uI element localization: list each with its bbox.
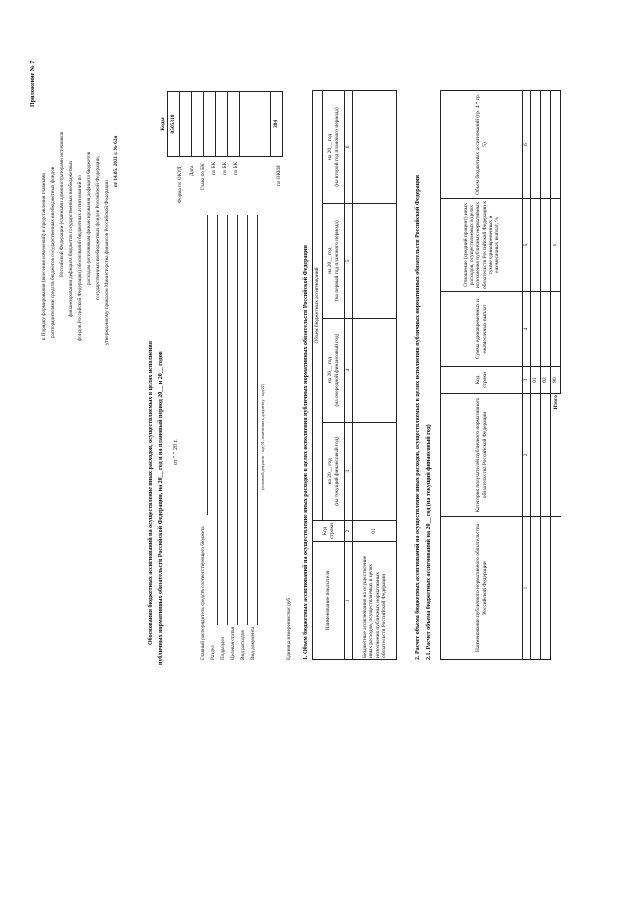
appendix-line: Российской Федерации (главными администраторами источников — [59, 131, 65, 277]
s1-y3-year: на 20__ год — [327, 247, 334, 274]
s2-head-c1: Наименование публичного нормативного обязательства Российской Федерации — [441, 517, 523, 660]
s2-cell — [541, 394, 551, 517]
field-razdel: Раздел — [210, 645, 216, 660]
s1-num: 1 — [345, 542, 353, 660]
section1-title: 1. Объем бюджетных ассигнований на осуществление иных расходов в целях исполнения публичных нормативных обязательств Российской Федерации — [303, 245, 309, 660]
s2-cell — [531, 394, 541, 517]
s1-num: 2 — [345, 521, 353, 542]
s2-num: 5 — [523, 199, 531, 292]
s2-total-cell — [551, 292, 561, 367]
doc-title-line1: Обоснования бюджетных ассигнований на осуществление иных расходов, осуществляемых в целях исполнения — [148, 341, 154, 645]
s1-num: 6 — [345, 91, 353, 204]
s2-cell — [541, 199, 551, 292]
section2-table — [440, 90, 561, 660]
s2-cell — [541, 292, 551, 367]
s1-num: 4 — [345, 318, 353, 422]
appendix-line: расходам (источникам финансирования дефицита бюджетов — [86, 151, 92, 285]
codes-table — [160, 91, 283, 157]
field-vid-rashodov: Вид расходов — [240, 630, 246, 660]
date-line: от " " 20 г. — [173, 439, 179, 465]
field-target: Целевая статья — [230, 626, 236, 660]
code-blank — [240, 92, 271, 157]
s2-total-code: 90 — [551, 367, 561, 394]
s2-row-code: 02 — [541, 367, 551, 394]
s1-cell — [353, 91, 397, 204]
unit-value: тыс руб — [286, 597, 292, 615]
s1-cell — [353, 422, 397, 520]
s2-cell — [531, 517, 541, 660]
s1-head-name: Наименование показателя — [313, 542, 345, 660]
s2-head-c2: Категория получателей публичного нормативного обязательства Российской Федерации — [441, 394, 523, 517]
s2-num: 3 — [523, 367, 531, 394]
s1-y4-note: (на второй год планового периода) — [333, 107, 340, 187]
label-glava: Глава по БК — [200, 163, 206, 190]
label-okud: Форма по ОКУД — [177, 166, 183, 203]
field-manager: Главный распорядитель средств соответствующего бюджета — [200, 526, 206, 660]
codes-header: Коды — [160, 117, 167, 131]
label-bk: по БК — [222, 161, 228, 175]
s2-head-c4: Сумма единовременных и ежемесячных выплат — [441, 292, 523, 367]
field-podrazdel: Подраздел — [220, 636, 226, 660]
s2-num: 1 — [523, 517, 531, 660]
s2-num: 4 — [523, 292, 531, 367]
s2-total-label: Итого — [551, 394, 561, 517]
s2-cell — [531, 91, 541, 199]
s2-cell — [531, 292, 541, 367]
s1-head-group: Объем бюджетных ассигнований — [313, 91, 323, 521]
s1-y3-note: (на первый год планового периода) — [333, 220, 340, 302]
s2-head-c3: Код строки — [441, 367, 523, 394]
s1-cell — [353, 203, 397, 318]
s2-row-code: 01 — [531, 367, 541, 394]
s1-y1-year: на 20__ год — [327, 458, 334, 485]
s2-cell — [541, 91, 551, 199]
code-okud: 0505318 — [168, 92, 180, 157]
appendix-order-date: от 14.05. 2021 г. № 62н — [113, 135, 119, 187]
appendix-line: утвержденному приказом Министерства финансов Российской Федерации — [104, 180, 110, 345]
s2-cell — [531, 199, 541, 292]
s1-y4-year: на 20__ год — [327, 133, 334, 160]
s1-y2-year: на 20__ год — [327, 356, 334, 384]
code-date — [180, 92, 192, 157]
s1-cell — [353, 318, 397, 422]
s2-num: 6 — [523, 91, 531, 199]
s2-total-cell — [551, 91, 561, 199]
s2-cell — [541, 517, 551, 660]
doc-title-line2: публичных нормативных обязательств Российской Федерации, на 20__ год и на плановый период 20__ и 20__ годов — [158, 351, 164, 665]
appendix-line: фондов Российской Федерации) обоснований бюджетных ассигнований по — [77, 174, 83, 341]
code-bk2 — [216, 92, 228, 157]
label-okei: по ОКЕИ — [276, 165, 282, 186]
s1-num: 3 — [345, 422, 353, 520]
s2-num: 2 — [523, 394, 531, 517]
section2-subtitle: 2.1. Расчет объема бюджетных ассигнований на 20__ год (на текущий финансовый год) — [426, 424, 432, 660]
s2-head-c5: Отношение (средний процент) иных расходов, осуществляемых в целях исполнения публичных нормативных обязательств Российской Федерации к сумме единовременных и ежемесячных выплат, % — [441, 199, 523, 292]
appendix-line: распорядителями средств бюджетов государственных внебюджетных фондов — [50, 166, 56, 338]
label-date: Дата — [189, 165, 195, 176]
section2-title: 2. Расчет объема бюджетных ассигнований на осуществление иных расходов, осуществляемых в целях исполнения публичных нормативных обязательств Российской Федерации — [415, 175, 421, 660]
field-doc-type: Вид документа — [250, 626, 256, 660]
appendix-title: Приложение № 7 — [30, 60, 36, 107]
s1-y2-note: (на очередной финансовый год) — [333, 333, 340, 407]
section1-table — [312, 90, 397, 660]
s1-row-code: 01 — [353, 521, 397, 542]
s2-x-mark: x — [551, 199, 561, 292]
appendix-line: к Порядку формирования (внесения изменений) и представления главными — [41, 172, 47, 340]
unit-label: Единица измерения: — [286, 614, 292, 660]
s1-y1-note: (на текущий финансовый год) — [333, 436, 340, 506]
code-okei: 384 — [271, 92, 283, 157]
doc-type-caption: (основной документ - код 01; изменения к документу - код 02) — [260, 384, 265, 490]
s2-head-c6: Объем бюджетных ассигнований (гр. 4 * гр. 5) — [441, 91, 523, 199]
appendix-line: государственных внебюджетных фондов Российской Федерации, — [95, 156, 101, 300]
appendix-line: финансирования дефицита бюджетов государственных внебюджетных — [68, 160, 74, 317]
s1-head-code: Код строки — [313, 521, 345, 542]
label-bk: по БК — [211, 161, 217, 175]
s1-num: 5 — [345, 203, 353, 318]
code-glava — [192, 92, 204, 157]
s1-row-name: Бюджетные ассигнования на осуществление иных расходов, осуществляемых в целях исполнения публичных нормативных обязательств Российской Федерации — [353, 542, 397, 660]
code-bk1 — [204, 92, 216, 157]
code-bk3 — [228, 92, 240, 157]
label-bk: по БК — [233, 161, 239, 175]
